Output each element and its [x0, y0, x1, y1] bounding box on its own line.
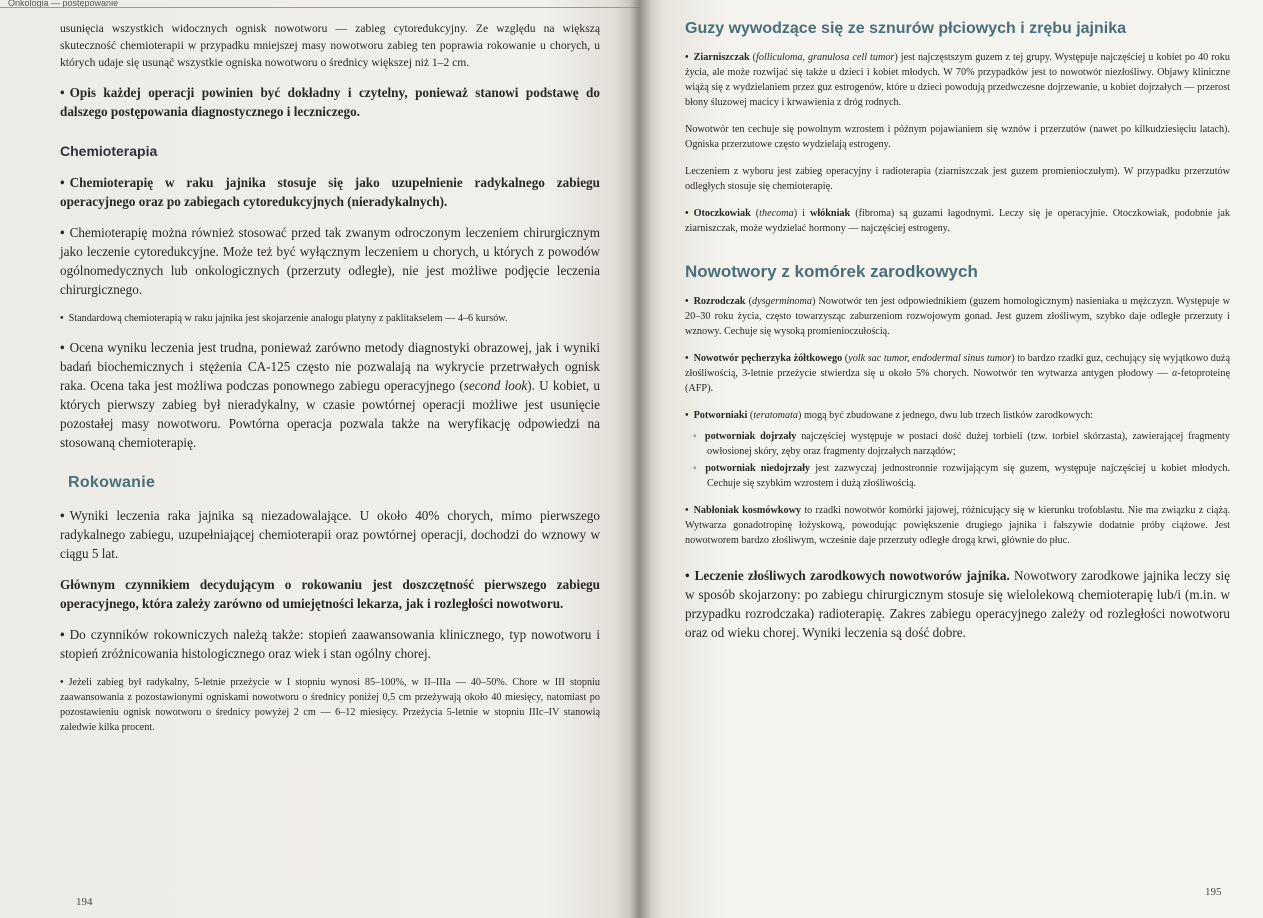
latin-granulosa: folliculoma, granulosa cell tumor	[756, 52, 895, 63]
paragraph-dysgerminoma: • Rozrodczak (dysgerminoma) Nowotwór ten jest odpowiednikiem (guzem homologicznym) nasieniaka u mężczyzn. Występuje w 20–30 roku życia, często towarzysząc zaburzeniom rozwojowym gonad. Jest guzem złośliwym, szybko daje odległe przerzuty i wznowy. Cechuje się wysoką promienioczułością.	[685, 294, 1230, 339]
paragraph-granulosa: • Ziarniszczak (folliculoma, granulosa cell tumor) jest najczęstszym guzem z tej grupy. Występuje najczęściej u kobiet po 40 roku życia, ale może rozwijać się także u dzieci i kobiet młodych. W 70% przypadków jest to nowotwór niezłośliwy. Objawy kliniczne wiążą się z wydzielaniem przez guz estrogenów, które u dzieci powodują przedwczesne dojrzewanie, u kobiet dojrzałych — przerost błony śluzowej macicy i krwawienia z dróg rodnych.	[685, 50, 1230, 110]
paragraph-main-factor: Głównym czynnikiem decydującym o rokowaniu jest doszczętność pierwszego zabiegu operacyjnego, która zależy zarówno od umiejętności lekarza, jak i rozległości nowotworu.	[60, 577, 600, 611]
paragraph-chemo-neoadjuvant: • Chemioterapię można również stosować przed tak zwanym odroczonym leczeniem chirurgicznym jako leczenie cytoredukcyjne. Może też być wyłącznym leczeniem u chorych, u których z powodów ogólnomedycznych lub onkologicznych (przerzuty odległe), nie jest możliwe podjęcie leczenia chirurgicznego.	[60, 223, 600, 299]
right-text-column	[685, 20, 1230, 654]
assessment-text-a: Ocena wyniku leczenia jest trudna, ponieważ zarówno metody diagnostyki obrazowej, jak i wyniki badań biochemicznych i stężenia CA-125 często nie pozwalają na wykrycie przetrwałych ognisk raka. Ocena taka jest możliwa podczas ponownego zabiegu operacyjnego (	[60, 340, 600, 393]
latin-fibroma: (fibroma)	[855, 208, 895, 219]
paragraph-yolk-sac: • Nowotwór pęcherzyka żółtkowego (yolk sac tumor, endodermal sinus tumor) to bardzo rzadki guz, cechujący się wyjątkowo dużą złośliwością, 3-letnie przeżycie stwierdza się u około 5% chorych. Nowotwór ten wytwarza antygen płodowy — α-fetoproteinę (AFP).	[685, 351, 1230, 396]
paragraph-standard-chemo: • Standardową chemioterapią w raku jajnika jest skojarzenie analogu platyny z paklitakselem — 4–6 kursów.	[60, 311, 600, 326]
paragraph-survival: • Jeżeli zabieg był radykalny, 5-letnie przeżycie w I stopniu wynosi 85–100%, w II–IIIa — 40–50%. Chore w III stopniu zaawansowania z pozostawionymi ogniskami nowotworu o średnicy poniżej 0,5 cm przeżywają około 40 miesięcy, natomiast po pozostawieniu ognisk nowotworu o średnicy powyżej 2 cm — 6–12 miesięcy. Przeżycia 5-letnie w stopniu IIIc–IV stanowią zaledwie kilka procent.	[60, 675, 600, 735]
paragraph-choriocarcinoma	[685, 503, 1230, 548]
latin-thecoma: thecoma	[759, 208, 794, 219]
second-look-term: second look	[463, 378, 528, 393]
term-teratoma: Potworniaki	[693, 410, 748, 421]
term-germ-cell-treatment: Leczenie złośliwych zarodkowych nowotworów jajnika.	[694, 568, 1010, 583]
text-mature-teratoma: najczęściej występuje w postaci dość dużej torbieli (tzw. torbiel skórzasta), zawierającej fragmenty owłosionej skóry, zęby oraz fragmenty dojrzałych narządów;	[707, 431, 1230, 457]
paragraph-cytoreduction: usunięcia wszystkich widocznych ognisk nowotworu — zabieg cytoredukcyjny. Ze względu na większą skuteczność chemioterapii w przypadku mniejszej masy nowotworu zabieg ten poprawia rokowanie u chorych, u których udaje się usunąć wszystkie ogniska nowotworu o średnicy większej niż 1–2 cm.	[60, 22, 600, 69]
text-immature-teratoma: jest zazwyczaj jednostronnie rozwijającym się guzem, występuje najczęściej u kobiet młodych. Cechuje się szybkim wzrostem i dużą złośliwością.	[707, 463, 1230, 489]
paragraph-thecoma: • Otoczkowiak (thecoma) i włókniak (fibroma) są guzami łagodnymi. Leczy się je operacyjnie. Otoczkowiak, podobnie jak ziarniszczak, może wydzielać hormony — najczęściej estrogeny.	[685, 206, 1230, 236]
text-yolk-sac-a: to bardzo rzadki guz, cechujący się wyjątkowo dużą złośliwością, 3-letnie przeżycie stwierdza się u około 5% chorych. Nowotwór ten wytwarza antygen płodowy —	[685, 353, 1230, 379]
heading-chemotherapy: Chemioterapia	[60, 143, 158, 159]
left-text-column	[60, 20, 600, 747]
paragraph-germ-cell-treatment	[685, 566, 1230, 642]
text-teratoma: mogą być zbudowane z jednego, dwu lub trzech listków zarodkowych:	[803, 410, 1094, 421]
text-choriocarcinoma: to rzadki nowotwór komórki jajowej, różnicujący się w kierunku trofoblastu. Nie ma związku z ciążą. Wytwarza gonadotropinę łożyskową, powodując powiększenie drugiego jajnika i fałszywie dodatnie próby ciążowe. Jest nowotworem bardzo złośliwym, wcześnie daje przerzuty odległe drogą krwi, głównie do płuc.	[685, 505, 1231, 546]
running-head: Onkologia — postępowanie	[0, 0, 640, 8]
heading-sex-cord-tumors: Guzy wywodzące się ze sznurów płciowych i zrębu jajnika	[685, 20, 1127, 37]
heading-prognosis: Rokowanie	[68, 474, 156, 491]
term-immature-teratoma: potworniak niedojrzały	[705, 463, 811, 474]
text-germ-cell-treatment: Nowotwory zarodkowe jajnika leczy się w sposób skojarzony: po zabiegu chirurgicznym stosuje się wielolekową chemioterapię lub/i (m.in. w przypadku rozrodczaka) radioterapię. Zakres zabiegu operacyjnego zależy od rozległości nowotworu oraz od wieku chorej. Wyniki leczenia są dość dobre.	[685, 568, 1230, 640]
page-number-right: 195	[1205, 886, 1222, 898]
latin-yolk-sac: yolk sac tumor, endodermal sinus tumor	[848, 353, 1012, 364]
paragraph-operation-description: • Opis każdej operacji powinien być dokładny i czytelny, ponieważ stanowi podstawę do dalszego postępowania diagnostycznego i leczniczego.	[60, 83, 600, 121]
text-yolk-sac-b: -fetoproteinę (AFP).	[685, 368, 1230, 394]
sublist-item-immature	[707, 461, 1230, 491]
term-yolk-sac: Nowotwór pęcherzyka żółtkowego	[693, 353, 843, 364]
text-granulosa: jest najczęstszym guzem z tej grupy. Występuje najczęściej u kobiet po 40 roku życia, ale może rozwijać się także u dzieci i kobiet młodych. W 70% przypadków jest to nowotwór niezłośliwy. Objawy kliniczne wiążą się z wydzielaniem przez guz estrogenów, które u dzieci powodują przedwczesne dojrzewanie, u kobiet dojrzałych — przerost błony śluzowej macicy i krwawienia z dróg rodnych.	[685, 52, 1230, 108]
latin-dysgerminoma: dysgerminoma	[751, 296, 812, 307]
paragraph-teratoma: • Potworniaki (teratomata) mogą być zbudowane z jednego, dwu lub trzech listków zarodkowych:	[685, 408, 1230, 423]
term-mature-teratoma: potworniak dojrzały	[704, 431, 797, 442]
term-fibroma: włókniak	[809, 208, 851, 219]
paragraph-chemo-adjuvant: • Chemioterapię w raku jajnika stosuje się jako uzupełnienie radykalnego zabiegu operacyjnego oraz po zabiegach cytoredukcyjnych (nieradykalnych).	[60, 173, 600, 211]
paragraph-treatment-assessment	[60, 338, 600, 452]
teratoma-sublist	[685, 429, 1230, 491]
term-dysgerminoma: Rozrodczak	[693, 296, 746, 307]
text-thecoma: są guzami łagodnymi. Leczy się je operacyjnie. Otoczkowiak, podobnie jak ziarniszczak, może wydzielać hormony — najczęściej estrogeny.	[685, 208, 1230, 234]
latin-teratoma: teratomata	[753, 410, 799, 421]
heading-germ-cell-tumors: Nowotwory z komórek zarodkowych	[685, 262, 978, 281]
paragraph-growth: Nowotwór ten cechuje się powolnym wzrostem i późnym pojawianiem się wznów i przerzutów (nawet po kilkudziesięciu latach). Ogniska przerzutowe często wydzielają estrogeny.	[685, 124, 1230, 150]
term-choriocarcinoma: Nabłoniak kosmówkowy	[693, 505, 802, 516]
alpha-symbol: α	[1172, 368, 1178, 379]
term-granulosa: Ziarniszczak	[693, 52, 750, 63]
assessment-text-b: ). U kobiet, u których pierwszy zabieg był nieradykalny, w czasie powtórnej operacji możliwe jest usunięcie pozostałej masy nowotworu. Powtórna operacja pozwala także na weryfikację odpowiedzi na stosowaną chemioterapię.	[60, 378, 600, 450]
paragraph-results: • Wyniki leczenia raka jajnika są niezadowalające. U około 40% chorych, mimo pierwszego radykalnego zabiegu, uzupełniającej chemioterapii oraz powtórnej operacji, dochodzi do wznowy w ciągu 5 lat.	[60, 506, 600, 563]
page-number-left: 194	[76, 896, 93, 908]
text-dysgerminoma: Nowotwór ten jest odpowiednikiem (guzem homologicznym) nasieniaka u mężczyzn. Występuje w 20–30 roku życia, często towarzysząc zaburzeniom rozwojowym gonad. Jest guzem złośliwym, szybko daje odległe przerzuty i wznowy. Cechuje się wysoką promienioczułością.	[685, 296, 1230, 337]
paragraph-treatment-choice: Leczeniem z wyboru jest zabieg operacyjny i radioterapia (ziarniszczak jest guzem promienioczułym). W przypadku przerzutów odległych stosuje się chemioterapię.	[685, 166, 1230, 192]
sublist-item-mature	[704, 429, 1230, 459]
book-spine	[630, 0, 652, 918]
term-thecoma: Otoczkowiak	[693, 208, 751, 219]
paragraph-prognostic-factors: • Do czynników rokowniczych należą także: stopień zaawansowania klinicznego, typ nowotworu i stopień zróżnicowania histologicznego oraz wiek i stan ogólny chorej.	[60, 625, 600, 663]
